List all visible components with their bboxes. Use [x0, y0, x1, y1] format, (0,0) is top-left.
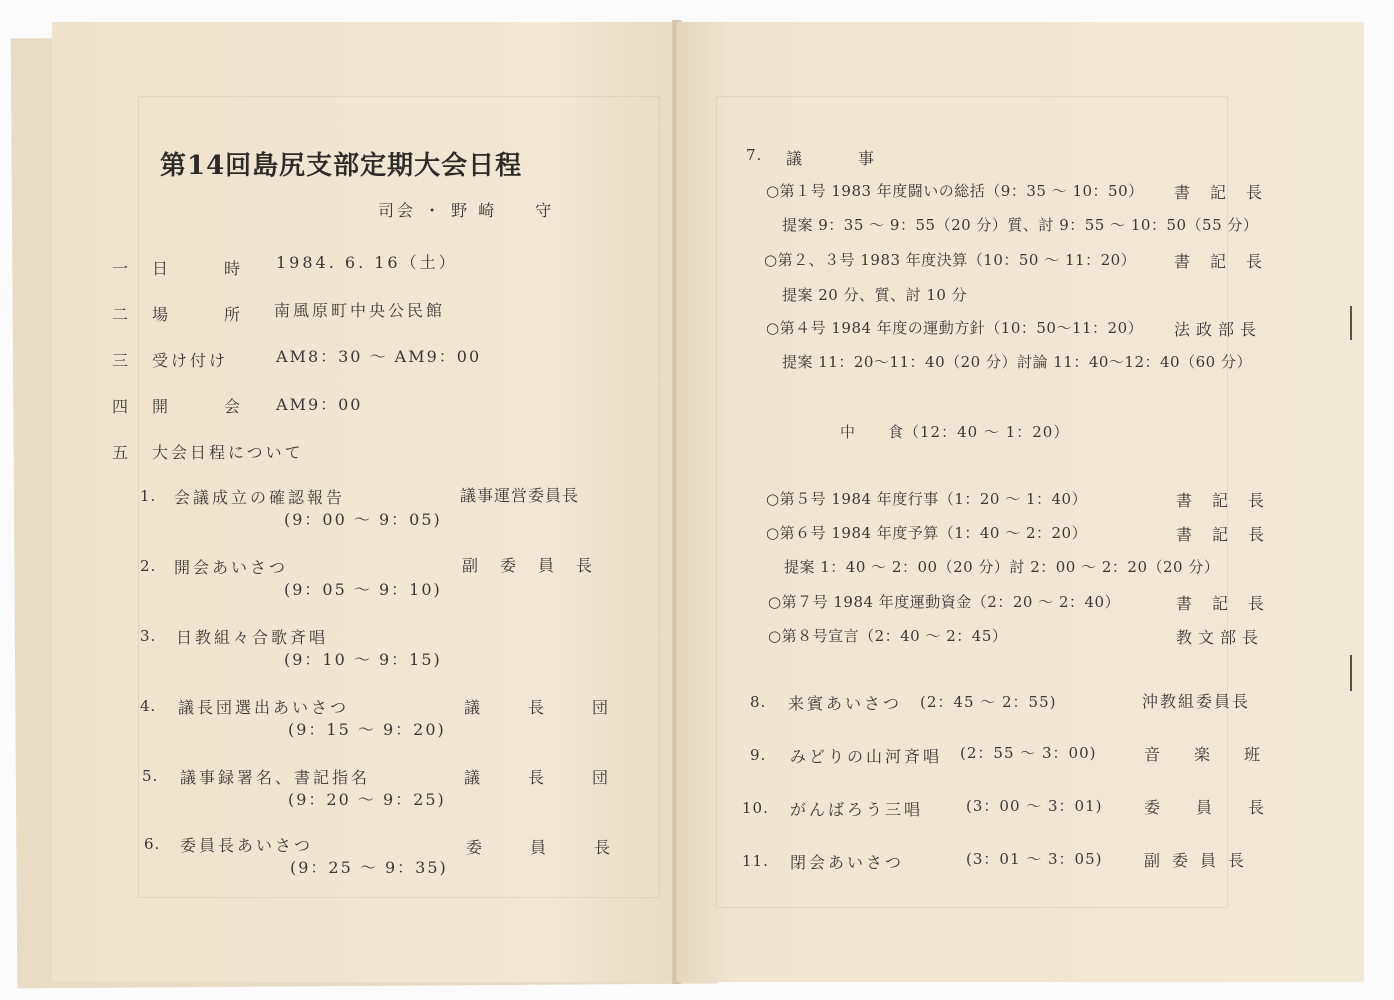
agenda-detail: 提案 11：20～11：40（20 分）討論 11：40～12：40（60 分）: [782, 353, 1252, 371]
info-label: 場 所: [152, 305, 249, 324]
document-title: 第14回島尻支部定期大会日程: [160, 151, 523, 181]
lunch-break: 中 食（12：40 ～ 1：20）: [840, 423, 1070, 441]
item-time: (3：00 ～ 3：01): [966, 797, 1103, 815]
agenda-item: ○第５号 1984 年度行事（1：20 ～ 1：40）: [766, 490, 1088, 508]
page-edge-mark: [1350, 306, 1352, 340]
item-time: (9：10 ～ 9：15): [284, 650, 442, 669]
item-title: 日教組々合歌斉唱: [176, 628, 329, 647]
agenda-item: ○第１号 1983 年度闘いの総括（9：35 ～ 10：50）: [766, 182, 1144, 200]
item-title: 委員長あいさつ: [180, 836, 314, 855]
item-time: (3：01 ～ 3：05): [966, 850, 1103, 868]
item-title: 議長団選出あいさつ: [178, 698, 350, 717]
info-label: 受け付け: [152, 351, 229, 370]
info-num: 三: [112, 351, 130, 370]
agenda-detail: 提案 9：35 ～ 9：55（20 分）質、討 9：55 ～ 10：50（55 分）: [782, 216, 1259, 234]
item-person: 議事運営委員長: [460, 486, 580, 505]
info-value: 南風原町中央公民館: [274, 301, 446, 320]
item-time: (9：00 ～ 9：05): [284, 510, 442, 529]
info-num: 四: [112, 397, 130, 416]
item-time: (2：55 ～ 3：00): [960, 744, 1097, 762]
item-title: みどりの山河斉唱: [790, 747, 943, 766]
info-label: 日 時: [152, 259, 249, 278]
item-person: 委員長: [466, 838, 659, 857]
item-number: 8.: [750, 693, 767, 711]
item-number: 10.: [742, 799, 769, 817]
agenda-item: ○第８号宣言（2：40 ～ 2：45）: [768, 627, 1008, 645]
agenda-person: 法政部長: [1174, 320, 1263, 339]
item-time: (9：05 ～ 9：10): [284, 580, 442, 599]
item-person: 議長団: [464, 768, 657, 787]
item-number: 3.: [140, 627, 157, 645]
info-num: 一: [112, 259, 130, 278]
agenda-item: ○第７号 1984 年度運動資金（2：20 ～ 2：40）: [768, 593, 1121, 611]
info-value: AM9：00: [276, 395, 363, 414]
agenda-detail: 提案 20 分、質、討 10 分: [782, 286, 968, 304]
item-title: がんばろう三唱: [790, 800, 924, 819]
agenda-person: 書記長: [1174, 183, 1283, 202]
agenda-label: 議 事: [786, 149, 883, 168]
agenda-number: 7.: [746, 146, 763, 164]
info-label: 開 会: [152, 397, 249, 416]
item-person: 議長団: [464, 698, 657, 717]
item-person: 副委員長: [462, 556, 615, 575]
info-num: 五: [112, 443, 130, 462]
chairperson: 司会 ・ 野 崎 守: [378, 201, 555, 220]
item-time: (9：20 ～ 9：25): [288, 790, 446, 809]
item-time: (2：45 ～ 2：55): [920, 693, 1057, 711]
agenda-person: 書記長: [1176, 594, 1285, 613]
info-value: AM8：30 ～ AM9：00: [276, 347, 482, 366]
agenda-item: ○第６号 1984 年度予算（1：40 ～ 2：20）: [766, 524, 1088, 542]
info-num: 二: [112, 305, 130, 324]
agenda-person: 書記長: [1176, 525, 1285, 544]
item-number: 2.: [140, 557, 157, 575]
item-number: 4.: [140, 697, 157, 715]
agenda-item: ○第２、３号 1983 年度決算（10：50 ～ 11：20）: [764, 251, 1137, 269]
item-person: 副委員長: [1144, 851, 1257, 870]
item-number: 11.: [742, 852, 769, 870]
agenda-person: 教文部長: [1176, 628, 1265, 647]
item-time: (9：25 ～ 9：35): [290, 858, 448, 877]
item-person: 音楽班: [1144, 745, 1295, 764]
item-number: 1.: [140, 487, 157, 505]
agenda-person: 書記長: [1174, 252, 1283, 271]
item-time: (9：15 ～ 9：20): [288, 720, 446, 739]
item-title: 来賓あいさつ: [788, 694, 903, 713]
info-label: 大会日程について: [152, 443, 304, 462]
item-person: 沖教組委員長: [1142, 692, 1251, 711]
item-title: 閉会あいさつ: [790, 853, 905, 872]
agenda-detail: 提案 1：40 ～ 2：00（20 分）討 2：00 ～ 2：20（20 分）: [784, 558, 1220, 576]
page-edge-mark: [1350, 655, 1352, 691]
agenda-person: 書記長: [1176, 491, 1285, 510]
item-number: 9.: [750, 746, 767, 764]
info-value: 1984. 6. 16（土）: [276, 253, 458, 272]
item-title: 開会あいさつ: [174, 558, 289, 577]
item-person: 委員長: [1144, 798, 1301, 817]
agenda-item: ○第４号 1984 年度の運動方針（10：50～11：20）: [766, 319, 1144, 337]
item-title: 議事録署名、書記指名: [180, 768, 371, 787]
item-number: 5.: [142, 767, 159, 785]
item-title: 会議成立の確認報告: [174, 488, 346, 507]
item-number: 6.: [144, 835, 161, 853]
